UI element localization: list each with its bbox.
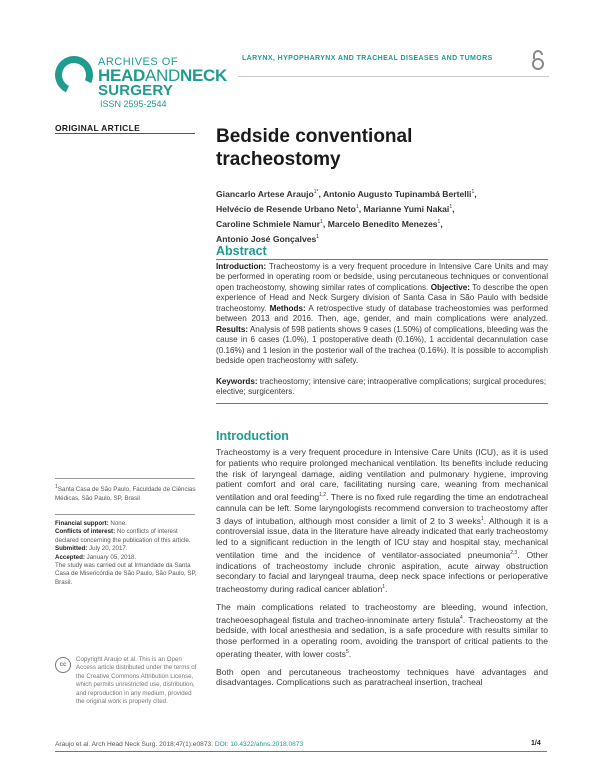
author-2-sup: 1	[471, 189, 475, 195]
affiliation-sup: 1	[55, 484, 58, 490]
abstract-divider	[216, 259, 548, 260]
article-title	[216, 125, 546, 171]
doi-link[interactable]: DOI: 10.4322/ahns.2018.0873	[214, 741, 304, 748]
keywords-label: Keywords:	[216, 377, 258, 386]
intro-p1b: . There is no fixed rule regarding the time an endotracheal cannula can be left. Some laryngologists recommend conversion to tracheostomy after 3 days of intubation, although most consider a limit of 2 to 3 weeks	[216, 492, 548, 526]
funding-label: Financial support:	[55, 520, 109, 527]
funding-line	[55, 520, 200, 528]
citation-text: Araujo et al. Arch Head Neck Surg. 2018;47(1):e0873.	[55, 741, 213, 748]
intro-paragraph-1	[216, 447, 548, 595]
conflicts-value: No conflicts of interest declared concerning the publication of this article.	[55, 528, 191, 544]
author-6: Marcelo Benedito Menezes	[327, 218, 438, 229]
logo-head: HEAD	[98, 66, 145, 85]
abstract-methods-text: A retrospective study of database tracheostomies was performed between 2013 and 2016. Then, age, gender, and main complications were analyzed.	[216, 303, 548, 324]
keywords	[216, 377, 548, 398]
intro-p1a-sup: 1,2	[319, 492, 327, 499]
accepted-line	[55, 554, 200, 562]
logo-archives-text: ARCHIVES OF	[98, 56, 179, 68]
title-line-2: tracheostomy	[216, 149, 341, 170]
intro-p2b: . Tracheostomy at the bedside, with local anesthesia and sedation, is a safe procedure with results similar to those performed in a operating room, avoiding the transport of critical patients to the operating theater, with lower costs	[216, 614, 548, 659]
abstract-heading: Abstract	[216, 244, 267, 258]
accepted-value: January 05, 2018.	[84, 553, 137, 561]
abstract-objective-text: To describe the open experience of Head and Neck Surgery division of Santa Casa in São Paulo with bedside tracheostomy.	[216, 282, 548, 313]
conflicts-line	[55, 528, 200, 545]
section-title: LARYNX, HYPOPHARYNX AND TRACHEAL DISEASES AND TUMORS	[242, 55, 493, 62]
author-5-sup: 1	[320, 218, 323, 225]
abstract-results-text: Analysis of 598 patients shows 9 cases (1.50%) of complications, bleeding was the cause in 6 cases (1.0%), 1 postoperative death (0.16%), 1 accidental decannulation case (0.16%) and 1 lesion in the posterior wall of the trachea (0.16%). It is possible to accomplish bedside open tracheostomy with safety.	[216, 324, 548, 366]
intro-p1c: . Although it is a controversial issue, data in the literature have already indicated that early tracheostomy led to a significant reduction in the length of ICU stay and hospital stay, mechanical ventilation time and the incidence of ventilator-associated pneumonia	[216, 515, 548, 560]
intro-p2b-sup: 5	[345, 648, 349, 655]
abstract-intro-text: Tracheostomy is a very frequent procedure in Intensive Care Units and may be performed in operating room or bedside, using percutaneous techniques or conventional open tracheostomy, showing similar rates of complications.	[216, 262, 548, 292]
author-list: Giancarlo Artese Araujo$^{1*}$, Antonio Augusto Tupinambá Bertelli$^1$, Helvécio de Resende Urbano Neto$^1$, Marianne Yumi Nakai$^1$, Caroline Schmiele Namur$^1$, Marcelo Benedito Menezes$^1$, Antonio José Gonçalves$^1$	[216, 188, 477, 244]
study-location: The study was carried out at Irmandade da Santa Casa de Misericórdia de São Paulo, São Paulo, SP, Brasil.	[55, 562, 197, 586]
submitted-value: July 20, 2017.	[87, 545, 128, 553]
abstract-body	[216, 262, 548, 367]
introduction-body	[216, 447, 548, 695]
keywords-divider	[216, 403, 548, 404]
author-7-sup: 1	[316, 233, 320, 240]
logo-surgery-text: SURGERY	[98, 82, 174, 99]
affiliation-text: Santa Casa de São Paulo, Faculdade de Ciências Médicas, São Paulo, SP, Brasil	[55, 486, 196, 502]
abstract-methods-label: Methods:	[269, 303, 306, 313]
funding-divider	[55, 514, 195, 515]
author-2: Antonio Augusto Tupinambá Bertelli	[322, 188, 472, 199]
article-type-divider	[55, 133, 195, 134]
affiliation	[55, 483, 200, 503]
license-text: Copyright Araujo et al. This is an Open Access article distributed under the terms of the Creative Commons Attribution License, which permits unrestricted use, distribution, and reproduction in any medium, provided the original work is properly cited.	[76, 656, 197, 706]
author-1: Giancarlo Artese Araujo	[216, 188, 314, 199]
abstract-results-label: Results:	[216, 324, 249, 334]
intro-paragraph-3: Both open and percutaneous tracheostomy techniques have advantages and disadvantages. Complications such as paratracheal insertion, tracheal	[216, 666, 548, 688]
conflicts-label: Conflicts of interest:	[55, 528, 116, 536]
intro-p1a: Tracheostomy is a very frequent procedure in Intensive Care Units (ICU), as it is used for patients who require prolonged mechanical ventilation. Its benefits include reducing the risk of laryngeal damage, aiding ventilation and pulmonary hygiene, improving patient comfort and oral care, facilitating nursing care, weaning from mechanical ventilation and oral feeding	[216, 447, 548, 503]
introduction-heading: Introduction	[216, 429, 289, 443]
intro-p1c-sup: 2,3	[510, 549, 518, 556]
affiliation-divider	[55, 478, 195, 479]
intro-p1e: .	[385, 584, 388, 594]
title-line-1: Bedside conventional	[216, 126, 413, 147]
header-divider	[238, 76, 549, 77]
article-type: ORIGINAL ARTICLE	[55, 123, 141, 133]
abstract-intro-label: Introduction:	[216, 262, 267, 271]
intro-p2a: The main complications related to tracheostomy are bleeding, wound infection, tracheoesophageal fistula and tracheo-innominate artery fistula	[216, 601, 548, 625]
journal-logo-icon	[50, 51, 99, 100]
logo-neck: NECK	[179, 66, 227, 85]
intro-paragraph-2	[216, 602, 548, 660]
issn: ISSN 2595-2544	[100, 99, 167, 109]
open-access-icon	[529, 49, 547, 71]
keywords-text: tracheostomy; intensive care; intraoperative complications; surgical procedures; elective; surgicenters.	[216, 377, 547, 397]
author-6-sup: 1	[437, 218, 441, 225]
submitted-line	[55, 545, 200, 553]
author-4-sup: 1	[449, 203, 453, 210]
footer-divider	[55, 751, 547, 752]
intro-p1d-sup: 1	[382, 584, 386, 591]
funding-value: None.	[108, 520, 127, 527]
author-1-sup: 1*	[313, 189, 319, 195]
accepted-label: Accepted:	[55, 553, 85, 561]
article-info	[55, 520, 200, 587]
author-4: Marianne Yumi Nakai	[363, 203, 450, 214]
submitted-label: Submitted:	[55, 545, 88, 553]
author-5: Caroline Schmiele Namur	[216, 218, 321, 229]
abstract-objective-label: Objective:	[430, 282, 470, 292]
footer-citation	[55, 741, 303, 748]
page-number: 1/4	[531, 740, 541, 747]
author-7: Antonio José Gonçalves	[216, 233, 317, 244]
author-3-sup: 1	[355, 203, 359, 210]
author-3: Helvécio de Resende Urbano Neto	[216, 203, 356, 214]
intro-p1b-sup: 1	[480, 515, 484, 522]
intro-p1d: . Other indications of tracheostomy include chronic aspiration, acute airway obstruction secondary to facial and laryngeal trauma, deep neck space infections or perioperative tracheostomy during radical cancer ablation	[216, 549, 548, 594]
intro-p2c: .	[348, 648, 352, 659]
intro-p2a-sup: 4	[460, 614, 463, 621]
logo-and: AND	[144, 66, 180, 85]
creative-commons-icon: cc	[55, 657, 71, 673]
